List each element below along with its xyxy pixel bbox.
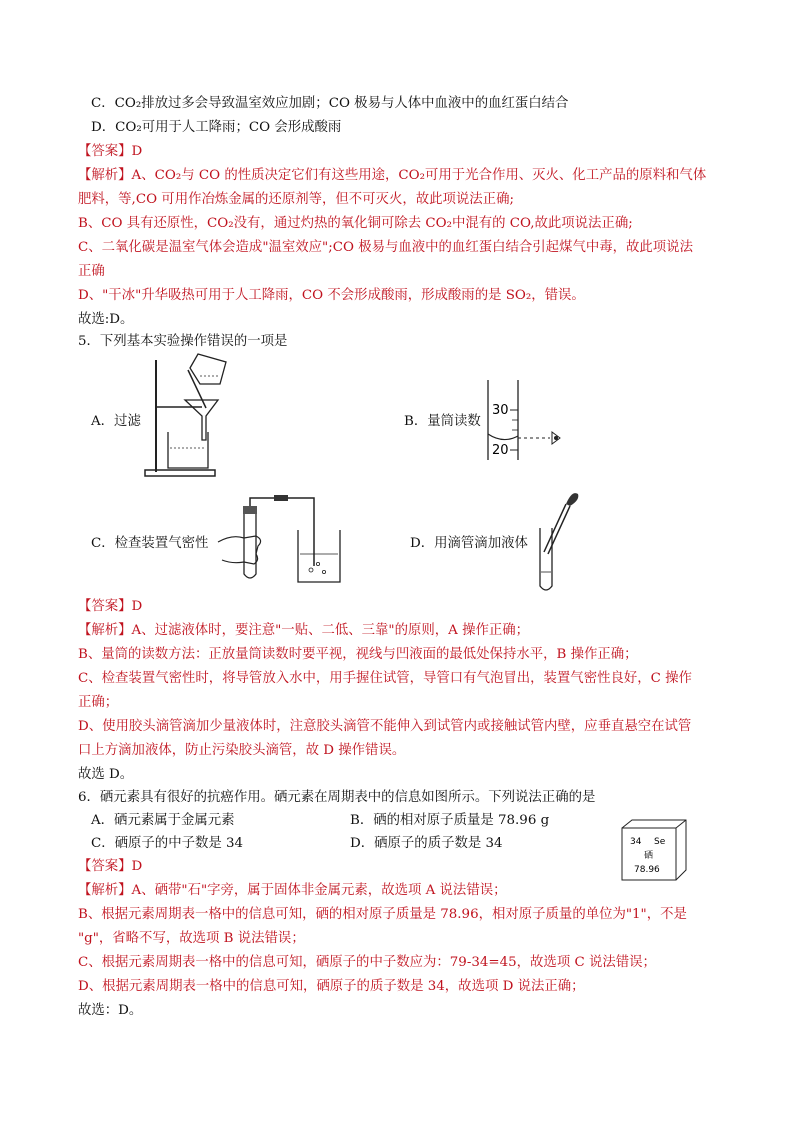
q6-option-b: B．硒的相对原子质量是 78.96 g bbox=[350, 813, 550, 828]
q4-analysis-line: 肥料，等,CO 可用作冶炼金属的还原剂等，但不可灭火，故此项说法正确; bbox=[78, 192, 514, 207]
q5-analysis-line: 口上方滴加液体，防止污染胶头滴管，故 D 操作错误。 bbox=[78, 743, 406, 758]
q6-stem: 6．硒元素具有很好的抗癌作用。硒元素在周期表中的信息如图所示。下列说法正确的是 bbox=[78, 790, 596, 805]
element-name: 硒 bbox=[644, 851, 654, 861]
q4-answer: 【答案】D bbox=[78, 144, 143, 159]
element-atomic-mass: 78.96 bbox=[634, 865, 660, 875]
q6-option-c: C．硒原子的中子数是 34 bbox=[91, 836, 244, 851]
cylinder-mark-20: 20 bbox=[492, 443, 509, 458]
element-cell-diagram bbox=[620, 818, 690, 882]
q4-analysis-line: D、"干冰"升华吸热可用于人工降雨，CO 不会形成酸雨，形成酸雨的是 SO₂，错误。 bbox=[78, 288, 585, 303]
q5-stem: 5．下列基本实验操作错误的一项是 bbox=[78, 334, 288, 349]
q5-figure-b-label: B．量筒读数 bbox=[404, 414, 481, 429]
q4-option-c: C．CO₂排放过多会导致温室效应加剧；CO 极易与人体中血液中的血红蛋白结合 bbox=[91, 96, 569, 111]
q6-option-a: A．硒元素属于金属元素 bbox=[91, 813, 235, 828]
q5-figure-d-label: D．用滴管滴加液体 bbox=[410, 536, 528, 551]
airtightness-check-diagram bbox=[214, 494, 346, 586]
q5-answer: 【答案】D bbox=[78, 599, 143, 614]
q5-analysis-line: 【解析】A、过滤液体时，要注意"一贴、二低、三靠"的原则，A 操作正确； bbox=[78, 623, 530, 638]
q6-answer: 【答案】D bbox=[78, 859, 143, 874]
element-atomic-number: 34 bbox=[630, 837, 642, 847]
q5-figure-c-label: C．检查装置气密性 bbox=[91, 536, 209, 551]
filtration-diagram bbox=[140, 352, 250, 482]
cylinder-mark-30: 30 bbox=[492, 403, 509, 418]
q5-figure-a-label: A．过滤 bbox=[91, 414, 141, 429]
q5-analysis-line: 正确； bbox=[78, 695, 119, 710]
q6-analysis-line: D、根据元素周期表一格中的信息可知，硒原子的质子数是 34，故选项 D 说法正确； bbox=[78, 979, 585, 994]
q6-analysis-line: B、根据元素周期表一格中的信息可知，硒的相对原子质量是 78.96，相对原子质量的单位为"1"，不是 bbox=[78, 907, 687, 922]
q4-analysis-line: B、CO 具有还原性，CO₂没有，通过灼热的氧化铜可除去 CO₂中混有的 CO,故此项说法正确; bbox=[78, 216, 633, 231]
dropper-diagram bbox=[530, 488, 590, 596]
q6-conclusion: 故选：D。 bbox=[78, 1003, 143, 1018]
q5-conclusion: 故选 D。 bbox=[78, 767, 134, 782]
q4-analysis-line: C、二氧化碳是温室气体会造成"温室效应";CO 极易与血液中的血红蛋白结合引起煤气中毒，故此项说法 bbox=[78, 240, 693, 255]
q4-option-d: D．CO₂可用于人工降雨；CO 会形成酸雨 bbox=[91, 120, 342, 135]
q5-analysis-line: D、使用胶头滴管滴加少量液体时，注意胶头滴管不能伸入到试管内或接触试管内壁，应垂直悬空在试管 bbox=[78, 719, 692, 734]
cylinder-reading-diagram bbox=[480, 376, 570, 462]
q4-conclusion: 故选:D。 bbox=[78, 312, 134, 327]
q4-analysis-line: 正确 bbox=[78, 264, 105, 279]
q5-analysis-line: C、检查装置气密性时，将导管放入水中，用手握住试管，导管口有气泡冒出，装置气密性良好，C 操作 bbox=[78, 671, 692, 686]
q6-analysis-line: "g"，省略不写，故选项 B 说法错误； bbox=[78, 931, 305, 946]
q6-analysis-line: 【解析】A、硒带"石"字旁，属于固体非金属元素，故选项 A 说法错误； bbox=[78, 883, 507, 898]
q4-analysis-line: 【解析】A、CO₂与 CO 的性质决定它们有这些用途，CO₂可用于光合作用、灭火、化工产品的原料和气体 bbox=[78, 168, 707, 183]
q6-option-d: D．硒原子的质子数是 34 bbox=[350, 836, 503, 851]
q5-analysis-line: B、量筒的读数方法：正放量筒读数时要平视，视线与凹液面的最低处保持水平，B 操作正确； bbox=[78, 647, 638, 662]
element-symbol: Se bbox=[654, 837, 666, 847]
q6-analysis-line: C、根据元素周期表一格中的信息可知，硒原子的中子数应为：79-34=45，故选项 C 说法错误； bbox=[78, 955, 656, 970]
